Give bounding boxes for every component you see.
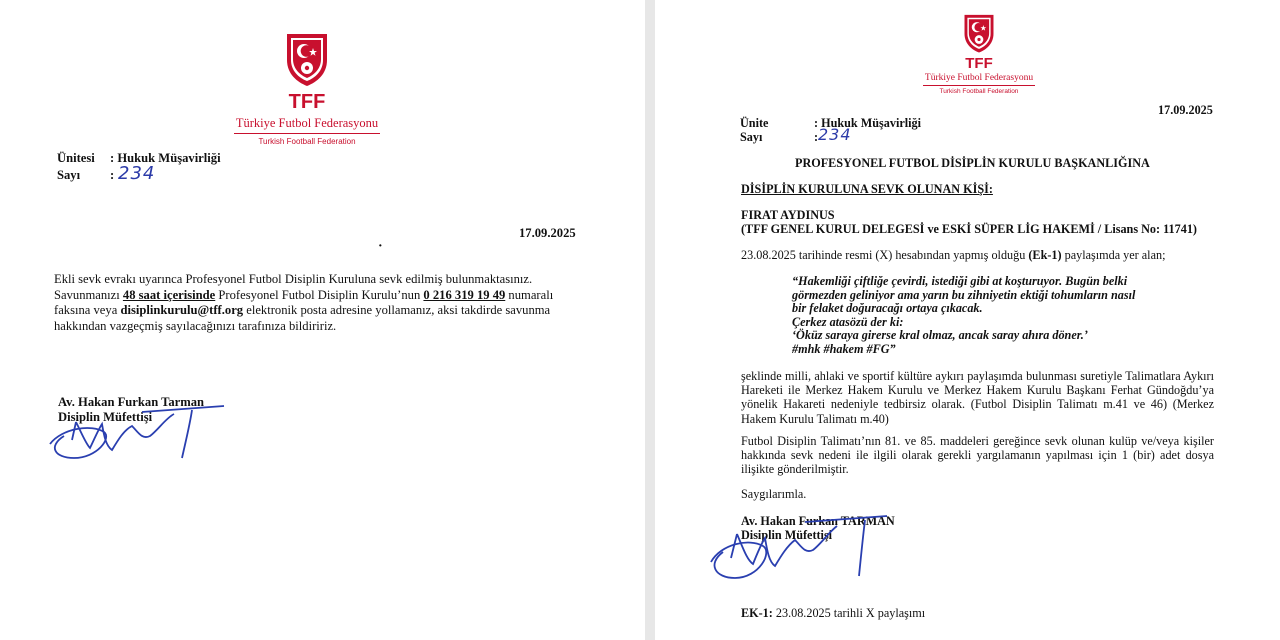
logo-divider: [234, 133, 380, 134]
person-detail: (TFF GENEL KURUL DELEGESİ ve ESKİ SÜPER LİG HAKEMİ / Lisans No: 11741): [741, 222, 1197, 236]
referral-reason-paragraph: şeklinde milli, ahlaki ve sportif kültüre aykırı paylaşımda bulunması suretiyle Talimatlara Aykırı Hareketi ile Merkez Hakem Kurulu ve Merkez Hakem Kurulu Başkanı Ferhat Gündoğdu’ya yönelik Hakareti nedeniyle tedbirsiz olarak. (Futbol Disiplin Talimatı m.41 ve 46) (Merkez Hakem Kurulu Talimatı m.40): [741, 369, 1214, 426]
quote-line: #mhk #hakem #FG”: [792, 341, 896, 356]
signer-title: Disiplin Müfettişi: [58, 410, 153, 424]
referral-subheading: DİSİPLİN KURULUNA SEVK OLUNAN KİŞİ:: [741, 182, 993, 196]
tff-logo: [917, 12, 1041, 95]
unit-label: Ünitesi: [57, 151, 95, 165]
stray-dot: ·: [378, 239, 383, 254]
email-address: disiplinkurulu@tff.org: [120, 303, 244, 317]
annex-label: EK-1:: [741, 606, 773, 620]
quote-line: ‘Öküz saraya girerse kral olmaz, ancak saray ahıra döner.’: [792, 328, 1088, 343]
tff-logo: [230, 30, 384, 146]
closing-text: Saygılarımla.: [741, 487, 807, 501]
sayi-handwritten-value: 234: [118, 163, 156, 184]
body-text: [54, 272, 590, 334]
federation-name-en: Turkish Football Federation: [939, 88, 1019, 95]
sayi-colon: :: [110, 168, 115, 182]
federation-name-en: Turkish Football Federation: [258, 137, 356, 146]
tff-crest-icon: [282, 30, 332, 88]
quoted-post: [792, 275, 1135, 357]
signer-title: Disiplin Müfettişi: [741, 528, 833, 542]
logo-divider: [923, 85, 1035, 86]
federation-name-tr: Türkiye Futbol Federasyonu: [235, 116, 379, 130]
intro-text-part: 23.08.2025 tarihinde resmi (X) hesabından yapmış olduğu: [741, 248, 1029, 262]
document-date: 17.09.2025: [519, 226, 576, 240]
unit-label: Ünite: [740, 116, 769, 130]
body-text-part: faksına veya: [54, 303, 121, 317]
sayi-label: Sayı: [740, 130, 763, 144]
intro-line: [741, 248, 1165, 263]
signer-name: Av. Hakan Furkan TARMAN: [741, 514, 895, 528]
signer-name: Av. Hakan Furkan Tarman: [58, 395, 205, 409]
body-line-2: [54, 288, 590, 304]
quote-line: görmezden geliniyor ama yarın bu zihniyetin ektiği tohumların nasıl: [792, 287, 1136, 302]
body-line-4: hakkından vazgeçmiş sayılacağınızı tarafınıza bildiririz.: [54, 318, 337, 333]
annex-ref: (Ek-1): [1028, 248, 1062, 262]
signature-image: [42, 400, 232, 465]
body-text-part: Savunmanızı: [54, 287, 123, 302]
body-text-part: elektronik posta adresine yollamanız, aksi takdirde savunma: [243, 303, 551, 317]
body-line-1: Ekli sevk evrakı uyarınca Profesyonel Futbol Disiplin Kuruluna sevk edilmiş bulunmaktasınız.: [54, 272, 533, 286]
body-text-part: Profesyonel Futbol Disiplin Kurulu’nun: [215, 287, 424, 302]
fax-number: 0 216 319 19 49: [423, 287, 506, 302]
quote-line: bir felaket doğuracağı ortaya çıkacak.: [792, 301, 983, 316]
quote-line: Çerkez atasözü der ki:: [792, 314, 904, 329]
signature-image: [703, 512, 893, 584]
tff-logo-text: TFF: [288, 91, 326, 113]
referral-basis-paragraph: Futbol Disiplin Talimatı’nın 81. ve 85. maddeleri gereğince sevk olunan kulüp ve/veya kişiler hakkında sevk nedeni ile ilgili olarak gerekli yargılamanın yapılması için 1 (bir) adet dosya ilişikte gönderilmiştir.: [741, 434, 1214, 477]
annex-line: [741, 606, 925, 621]
tff-crest-icon: [960, 12, 998, 54]
body-text-part: numaralı: [505, 287, 554, 302]
sayi-label: Sayı: [57, 168, 81, 182]
quote-line: “Hakemliği çiftliğe çevirdi, istediği gibi at koşturuyor. Bugün belki: [792, 274, 1128, 288]
document-page-2: [655, 0, 1280, 640]
unit-value: : Hukuk Müşavirliği: [814, 116, 922, 130]
annex-text: 23.08.2025 tarihli X paylaşımı: [772, 606, 926, 620]
intro-text-part: paylaşımda yer alan;: [1061, 248, 1166, 262]
tff-logo-text: TFF: [965, 55, 993, 72]
document-heading: PROFESYONEL FUTBOL DİSİPLİN KURULU BAŞKANLIĞINA: [795, 156, 1150, 170]
sayi-colon: :: [814, 130, 819, 144]
federation-name-tr: Türkiye Futbol Federasyonu: [924, 73, 1034, 83]
document-date: 17.09.2025: [1158, 103, 1213, 117]
unit-value: : Hukuk Müşavirliği: [110, 151, 221, 165]
sayi-handwritten-value: 234: [818, 125, 852, 144]
person-name: FIRAT AYDINUS: [741, 208, 835, 222]
deadline-text: 48 saat içerisinde: [122, 287, 216, 302]
body-line-3: [54, 303, 590, 319]
